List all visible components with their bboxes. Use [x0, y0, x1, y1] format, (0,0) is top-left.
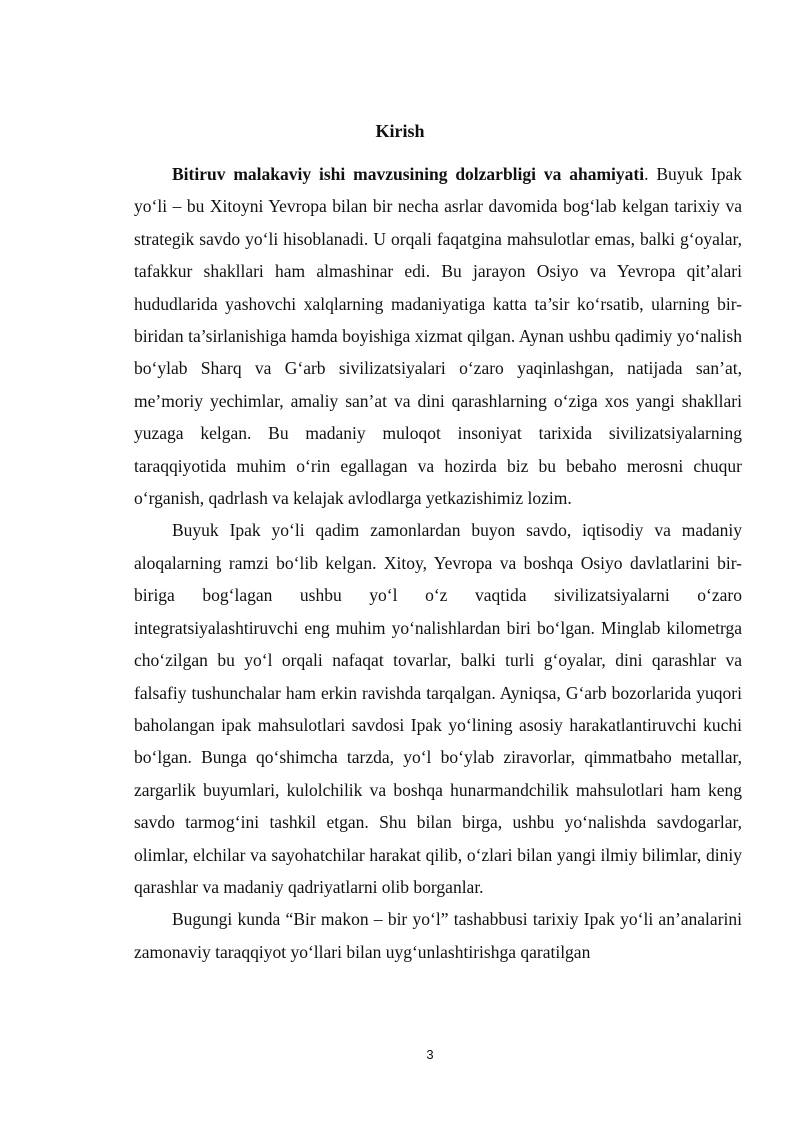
paragraph-3: Bugungi kunda “Bir makon – bir yo‘l” tashabbusi tarixiy Ipak yo‘li an’analarini zamonaviy taraqqiyot yo‘llari bilan uyg‘unlashtirishga qaratilgan — [134, 909, 742, 962]
paragraph-2: Buyuk Ipak yo‘li qadim zamonlardan buyon savdo, iqtisodiy va madaniy aloqalarning ramzi bo‘lib kelgan. Xitoy, Yevropa va boshqa Osiyo davlatlarini bir-biriga bog‘lagan ushbu yo‘l o‘z vaqtida sivilizatsiyalarni o‘zaro integratsiyalashtiruvchi eng muhim yo‘nalishlardan biri bo‘lgan. Minglab kilometrga cho‘zilgan bu yo‘l orqali nafaqat tovarlar, balki turli g‘oyalar, dini qarashlar va falsafiy tushunchalar ham erkin ravishda tarqalgan. Ayniqsa, G‘arb bozorlarida yuqori baholangan ipak mahsulotlari savdosi Ipak yo‘lining asosiy harakatlantiruvchi kuchi bo‘lgan. Bunga qo‘shimcha tarzda, yo‘l bo‘ylab ziravorlar, qimmatbaho metallar, zargarlik buyumlari, kulolchilik va boshqa hunarmandchilik mahsulotlari ham keng savdo tarmog‘ini tashkil etgan. Shu bilan birga, ushbu yo‘nalishda savdogarlar, olimlar, elchilar va sayohatchilar harakat qilib, o‘zlari bilan yangi ilmiy bilimlar, diniy qarashlar va madaniy qadriyatlarni olib borganlar. — [134, 520, 742, 897]
section-heading: Kirish — [375, 121, 425, 141]
paragraph-1-lead: Bitiruv malakaviy ishi mavzusining dolzarbligi va ahamiyati — [172, 164, 645, 184]
page-number: 3 — [426, 1047, 434, 1062]
body-text — [134, 158, 742, 968]
paragraph-1 — [134, 158, 742, 514]
paragraph-1-text: . Buyuk Ipak yo‘li – bu Xitoyni Yevropa bilan bir necha asrlar davomida bog‘lab kelgan tarixiy va strategik savdo yo‘li hisoblanadi. U orqali faqatgina mahsulotlar emas, balki g‘oyalar, tafakkur shakllari ham almashinar edi. Bu jarayon Osiyo va Yevropa qit’alari hududlarida yashovchi xalqlarning madaniyatiga katta ta’sir ko‘rsatib, ularning bir-biridan ta’sirlanishiga hamda boyishiga xizmat qilgan. Aynan ushbu qadimiy yo‘nalish bo‘ylab Sharq va G‘arb sivilizatsiyalari o‘zaro yaqinlashgan, natijada san’at, me’moriy yechimlar, amaliy san’at va dini qarashlarning o‘ziga xos yangi shakllari yuzaga kelgan. Bu madaniy muloqot insoniyat tarixida sivilizatsiyalarning taraqqiyotida muhim o‘rin egallagan va hozirda biz bu bebaho merosni chuqur o‘rganish, qadrlash va kelajak avlodlarga yetkazishimiz lozim. — [134, 164, 742, 509]
